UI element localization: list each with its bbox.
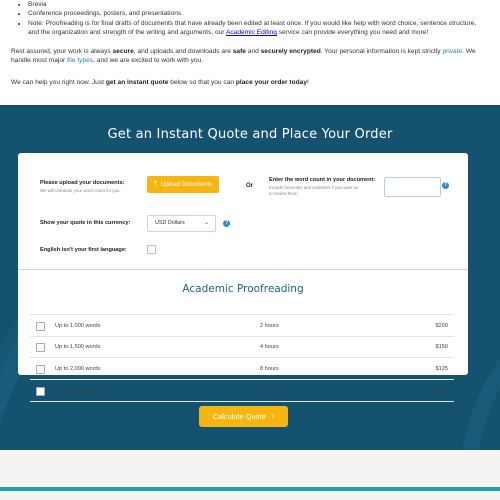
text: Rest assured, your work is always [11,48,113,55]
currency-label: Show your quote in this currency: [40,220,131,226]
row-words: Up to 4,000 words [55,388,101,394]
upload-button-label: Upload Documents [161,181,213,188]
text: , and uploads and downloads are [133,48,233,55]
arrow-right-icon: › [271,413,275,420]
wordcount-label: Enter the word count in your document: [269,177,376,183]
footer-accent-line [0,487,500,491]
table-row[interactable] [30,336,454,358]
row-price: $150 [435,344,448,350]
currency-value: USD Dollars [155,220,185,226]
chevron-down-icon: ⌄ [203,220,209,226]
security-paragraph [11,47,489,66]
currency-select[interactable] [147,215,216,232]
upload-sublabel: We will calculate your word count for you. [40,188,121,193]
row-time: 4 hours [260,344,279,350]
text: and [245,48,261,55]
row-checkbox[interactable] [36,387,45,396]
row-price: $200 [435,323,448,329]
file-types-link[interactable]: file types [67,57,94,65]
text: below so that you can [168,79,236,86]
text: . Your personal information is kept strictly [320,48,443,55]
upload-label: Please upload your documents: [40,180,125,186]
text: . We handle most major [11,48,476,65]
calculate-button-label: Calculate Quote [212,412,266,421]
list-item [28,19,482,38]
row-time: 2 hours [260,323,279,329]
row-checkbox[interactable] [36,322,45,331]
note-text: Note: Proofreading is for final drafts of documents that have already been edited at least once. If you would like help with word choice, sentence structure, and the organization and strength of the writing and arguments, our [28,19,477,36]
calculate-quote-button[interactable] [199,406,288,427]
table-row[interactable] [30,380,454,402]
bullet-list [12,0,482,37]
text-bold: safe [232,48,246,55]
row-checkbox[interactable] [36,365,45,374]
row-words: Up to 1,500 words [55,344,101,350]
table-row[interactable] [30,314,454,337]
quote-title: Get an Instant Quote and Place Your Order [107,127,393,142]
pricing-title: Academic Proofreading [182,283,304,295]
non-native-checkbox[interactable] [147,245,156,254]
note-text-end: service can provide everything you need and more! [276,28,429,36]
row-price: $100 [435,388,448,394]
row-price: $125 [435,366,448,372]
text-bold: place your order today [235,79,307,86]
text-bold: securely encrypted [260,48,321,55]
row-time: 12 hours [260,388,282,394]
table-row[interactable] [30,358,454,380]
text: ! [307,79,309,86]
upload-icon: ⤒ [153,180,158,188]
row-words: Up to 2,000 words [55,366,101,372]
row-time: 8 hours [260,366,279,372]
row-checkbox[interactable] [36,343,45,352]
wordcount-sublabel: Include footnotes and endnotes if you want us to review them. [269,185,359,196]
upload-documents-button[interactable] [147,176,219,193]
academic-editing-link[interactable]: Academic Editing [225,28,277,36]
help-icon[interactable]: ? [224,220,229,226]
language-label: English isn't your first language: [40,247,127,253]
text-bold: secure [112,48,134,55]
footer [0,450,500,500]
text: We can help you right now. Just [11,79,106,86]
text: , and we are excited to work with you. [93,57,204,65]
quote-section [0,105,500,450]
row-words: Up to 1,000 words [55,323,101,329]
cta-paragraph [11,78,489,87]
quote-form-card [18,153,468,394]
list-item: • Conference proceedings, posters, and presentations [28,9,482,18]
help-icon[interactable]: ? [443,182,448,188]
list-item: • Brevia [28,0,482,9]
private-link[interactable]: private [442,48,463,55]
or-separator: Or [246,183,254,189]
word-count-input[interactable] [384,177,441,197]
page-content [0,0,500,118]
text-bold: get an instant quote [105,79,169,86]
divider [18,269,468,270]
